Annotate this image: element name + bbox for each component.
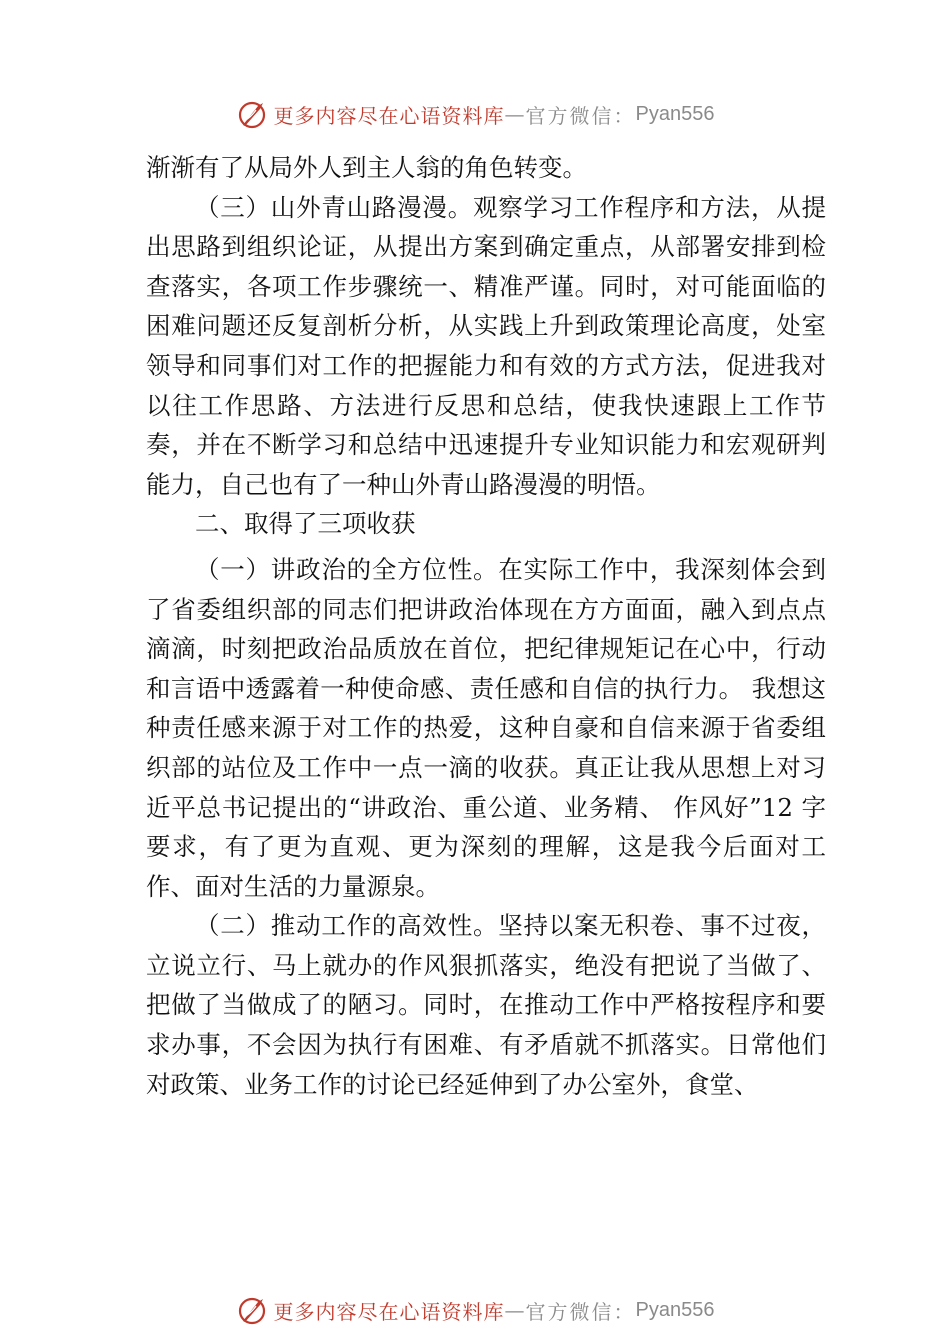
paragraph-gain-one: （一）讲政治的全方位性。在实际工作中，我深刻体会到了省委组织部的同志们把讲政治体现在方方面面，融入到点点滴滴，时刻把政治品质放在首位，把纪律规矩记在心中，行动和言语中透露着一种使命感、责任感和自信的执行力。 我想这种责任感来源于对工作的热爱，这种自豪和自信来源于省委组织部的站位及工作中一点一滴的收获。真正让我从思想上对习近平总书记提出的“讲政治、重公道、业务精、 作风好”12 字要求，有了更为直观、更为深刻的理解，这是我今后面对工作、面对生活的力量源泉。 bbox=[146, 554, 826, 901]
footer-wechat-account: Pyan556 bbox=[635, 1298, 715, 1321]
header-wechat-account: Pyan556 bbox=[635, 102, 715, 125]
section-heading-two: 二、取得了三项收获 bbox=[195, 509, 416, 539]
quill-logo-icon bbox=[236, 1294, 268, 1326]
paragraph-gain-two: （二）推动工作的高效性。坚持以案无积卷、事不过夜，立说立行、马上就办的作风狠抓落实，绝没有把说了当做了、把做了当做成了的陋习。同时，在推动工作中严格按程序和要求办事，不会因为执行有困难、有矛盾就不抓落实。日常他们对政策、业务工作的讨论已经延伸到了办公室外，食堂、 bbox=[146, 911, 826, 1099]
footer-site-name: 更多内容尽在心语资料库 bbox=[273, 1299, 505, 1324]
header-banner bbox=[0, 94, 950, 134]
document-body bbox=[146, 148, 826, 1104]
footer-wechat-label: 官方微信： bbox=[525, 1299, 636, 1324]
header-wechat-label: 官方微信： bbox=[525, 103, 636, 128]
header-site-name: 更多内容尽在心语资料库 bbox=[273, 103, 505, 128]
footer-banner bbox=[0, 1290, 950, 1330]
paragraph-section-three: （三）山外青山路漫漫。观察学习工作程序和方法，从提出思路到组织论证，从提出方案到确定重点，从部署安排到检查落实，各项工作步骤统一、精准严谨。同时，对可能面临的困难问题还反复剖析分析，从实践上升到政策理论高度，处室领导和同事们对工作的把握能力和有效的方式方法，促进我对以往工作思路、方法进行反思和总结，使我快速跟上工作节奏，并在不断学习和总结中迅速提升专业知识能力和宏观研判能力，自己也有了一种山外青山路漫漫的明悟。 bbox=[146, 192, 826, 499]
quill-logo-icon bbox=[236, 98, 268, 130]
footer-separator: — bbox=[504, 1298, 526, 1322]
paragraph-continuation: 渐渐有了从局外人到主人翁的角色转变。 bbox=[146, 153, 587, 182]
header-separator: — bbox=[504, 102, 526, 126]
